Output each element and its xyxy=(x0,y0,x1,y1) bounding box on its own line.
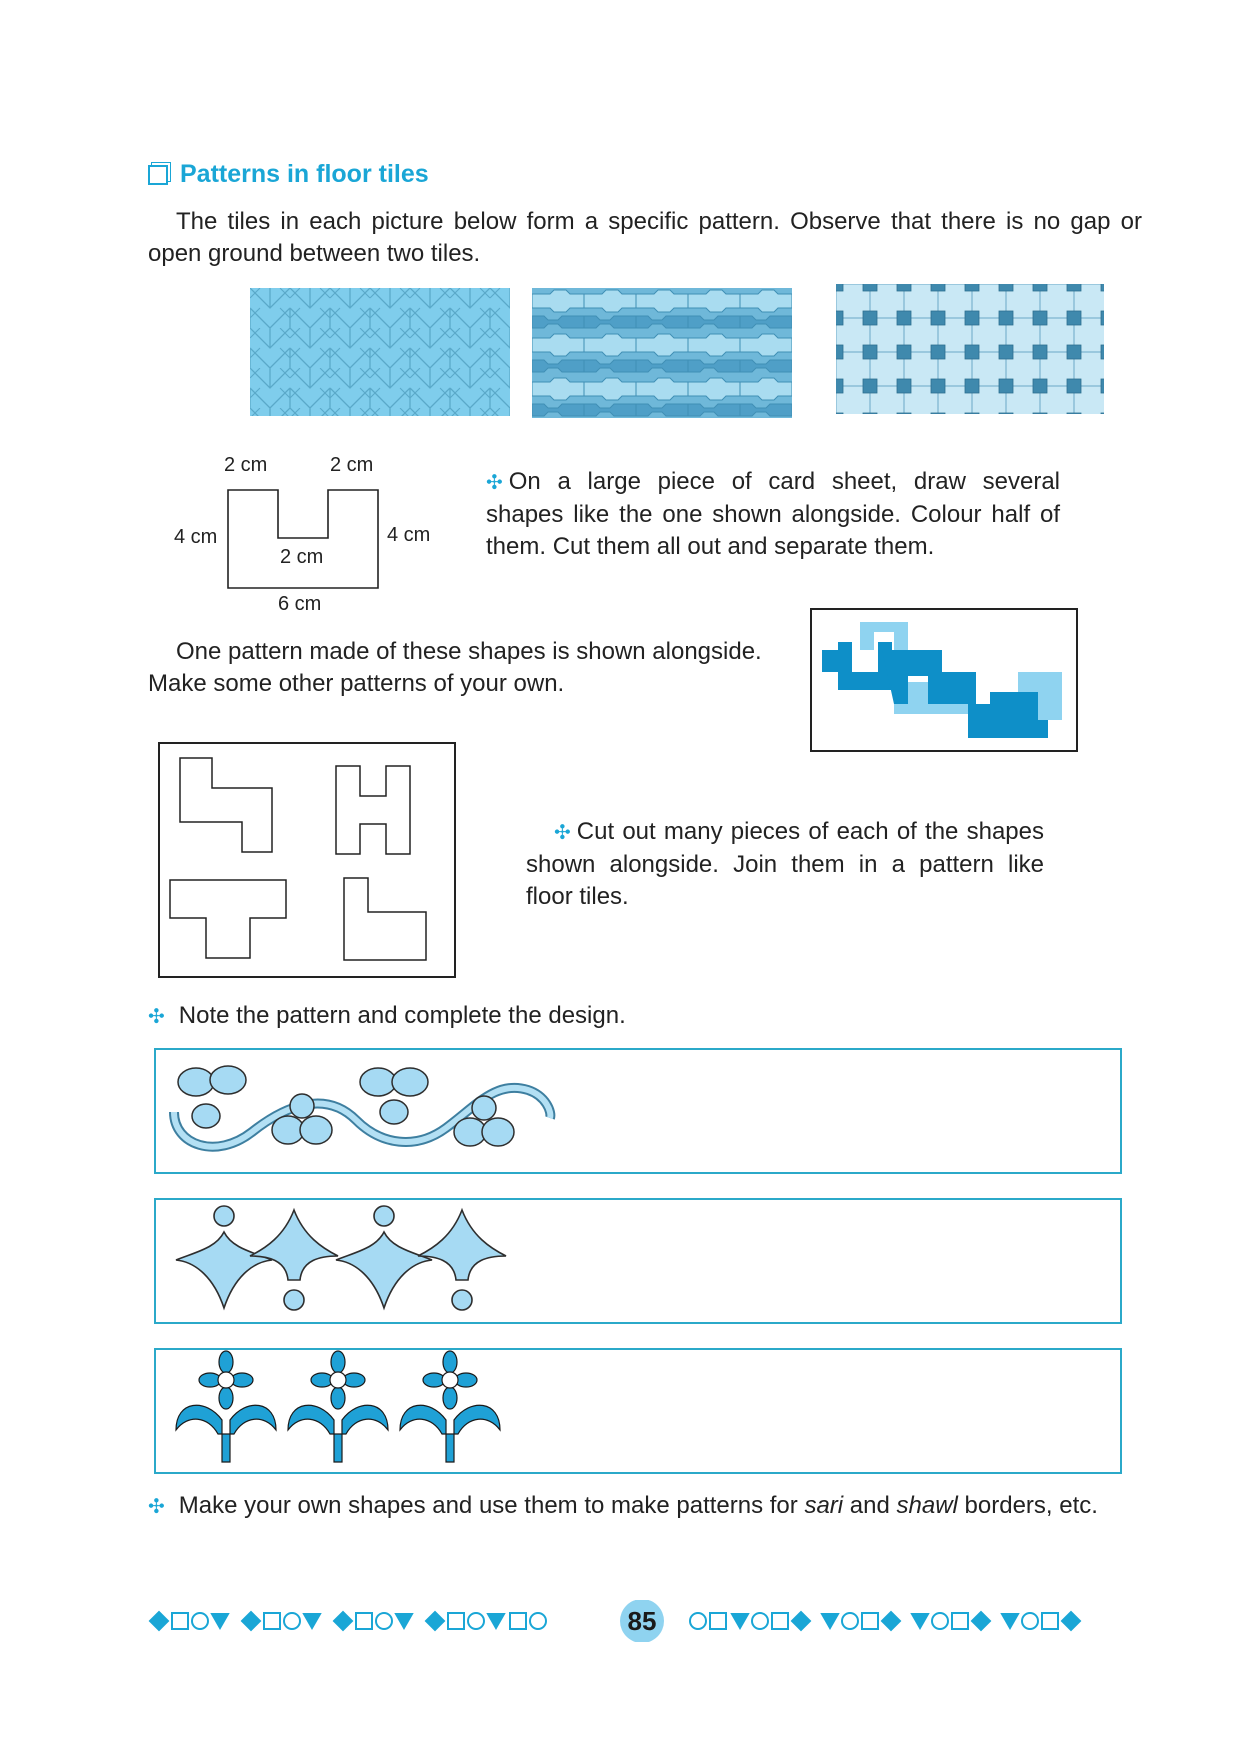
own-shapes-text-post: borders, etc. xyxy=(957,1492,1098,1519)
pattern-line-1: One pattern made of these shapes is shown alongside. xyxy=(176,638,762,665)
pattern-paragraph xyxy=(148,636,788,700)
flower-bullet-icon: ✣ xyxy=(554,822,571,844)
dim-left: 4 cm xyxy=(174,526,218,548)
cut-out-text: Cut out many pieces of each of the shapes shown alongside. Join them in a pattern like floor tiles. xyxy=(526,818,1044,910)
octagon-tile-picture xyxy=(836,284,1104,414)
note-text: Note the pattern and complete the design. xyxy=(178,1002,626,1029)
page-number: 85 xyxy=(627,1606,657,1636)
card-sheet-activity xyxy=(486,466,1060,563)
flower-bullet-icon: ✣ xyxy=(148,1496,165,1518)
four-outline-shapes xyxy=(160,744,454,976)
own-shapes-text-pre: Make your own shapes and use them to make patterns for xyxy=(178,1492,805,1519)
cut-out-activity xyxy=(526,816,1044,913)
design-box-1 xyxy=(154,1048,1122,1174)
footer-border xyxy=(148,1600,1142,1642)
dim-top-right: 2 cm xyxy=(330,454,374,476)
herringbone-tile-picture xyxy=(250,288,510,416)
dim-right: 4 cm xyxy=(387,524,431,546)
note-line xyxy=(148,1000,1048,1033)
own-shapes-line xyxy=(148,1490,1138,1523)
dim-bottom: 6 cm xyxy=(278,593,322,615)
flower-bullet-icon: ✣ xyxy=(486,472,503,494)
example-pattern-box xyxy=(810,608,1078,752)
pattern-line-2: Make some other patterns of your own. xyxy=(148,670,565,697)
section-heading-text: Patterns in floor tiles xyxy=(180,160,429,188)
leaf-dot-design xyxy=(166,1200,546,1318)
dim-notch-bottom: 2 cm xyxy=(280,546,324,568)
own-shapes-text-mid: and xyxy=(843,1492,897,1519)
butterfly-scroll-design xyxy=(166,1050,566,1168)
intro-paragraph: The tiles in each picture below form a specific pattern. Observe that there is no gap or open ground between two tiles. xyxy=(148,208,1142,267)
dim-top-left: 2 cm xyxy=(224,454,268,476)
four-shapes-box xyxy=(158,742,456,978)
own-shapes-shawl: shawl xyxy=(896,1492,958,1519)
design-box-2 xyxy=(154,1198,1122,1324)
own-shapes-sari: sari xyxy=(804,1492,844,1519)
flower-bullet-icon: ✣ xyxy=(148,1006,165,1028)
flower-arch-design xyxy=(170,1350,550,1468)
paver-tile-picture xyxy=(532,288,792,418)
card-sheet-text: On a large piece of card sheet, draw several shapes like the one shown alongside. Colour half of them. Cut them all out and separate them. xyxy=(486,468,1060,560)
design-box-3 xyxy=(154,1348,1122,1474)
interlocking-shapes-pattern xyxy=(812,610,1076,750)
square-bullet-icon xyxy=(148,165,168,185)
dimensioned-shape-diagram xyxy=(166,450,456,620)
section-heading xyxy=(148,160,429,189)
